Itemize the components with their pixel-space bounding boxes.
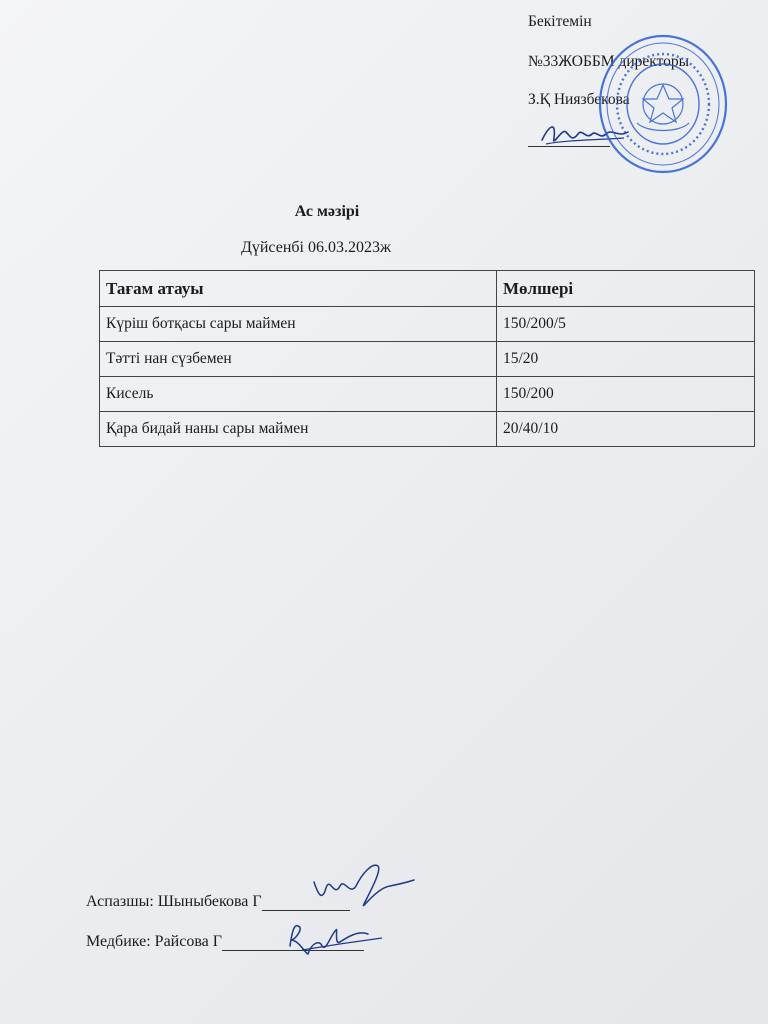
- table-header-row: [100, 271, 755, 307]
- nurse-signature-icon: [282, 912, 386, 960]
- dish-amount: 20/40/10: [497, 412, 755, 447]
- dish-amount: 150/200/5: [497, 307, 755, 342]
- dish-name: Кисель: [100, 377, 497, 412]
- cook-label: Аспазшы: Шыныбекова Г: [86, 893, 262, 910]
- stamp-seal-icon: [597, 33, 729, 175]
- dish-name: Тәтті нан сүзбемен: [100, 342, 497, 377]
- approval-line-2: №33ЖОББМ директоры: [528, 53, 690, 70]
- dish-amount: 150/200: [497, 377, 755, 412]
- approval-line-1: Бекітемін: [528, 13, 592, 30]
- table-row: [100, 377, 755, 412]
- menu-table: [99, 270, 755, 447]
- dish-name: Күріш ботқасы сары маймен: [100, 307, 497, 342]
- menu-date: Дүйсенбі 06.03.2023ж: [240, 239, 392, 256]
- nurse-label: Медбике: Райсова Г: [86, 933, 223, 950]
- table-row: [100, 307, 755, 342]
- cook-signature-icon: [300, 858, 418, 920]
- approval-line-3: З.Қ Ниязбекова: [528, 91, 630, 108]
- dish-name: Қара бидай наны сары маймен: [100, 412, 497, 447]
- column-header-dish: Тағам атауы: [100, 271, 497, 307]
- table-row: [100, 342, 755, 377]
- table-row: [100, 412, 755, 447]
- menu-title: Ас мәзірі: [294, 203, 360, 220]
- dish-amount: 15/20: [497, 342, 755, 377]
- column-header-amount: Мөлшері: [497, 271, 755, 307]
